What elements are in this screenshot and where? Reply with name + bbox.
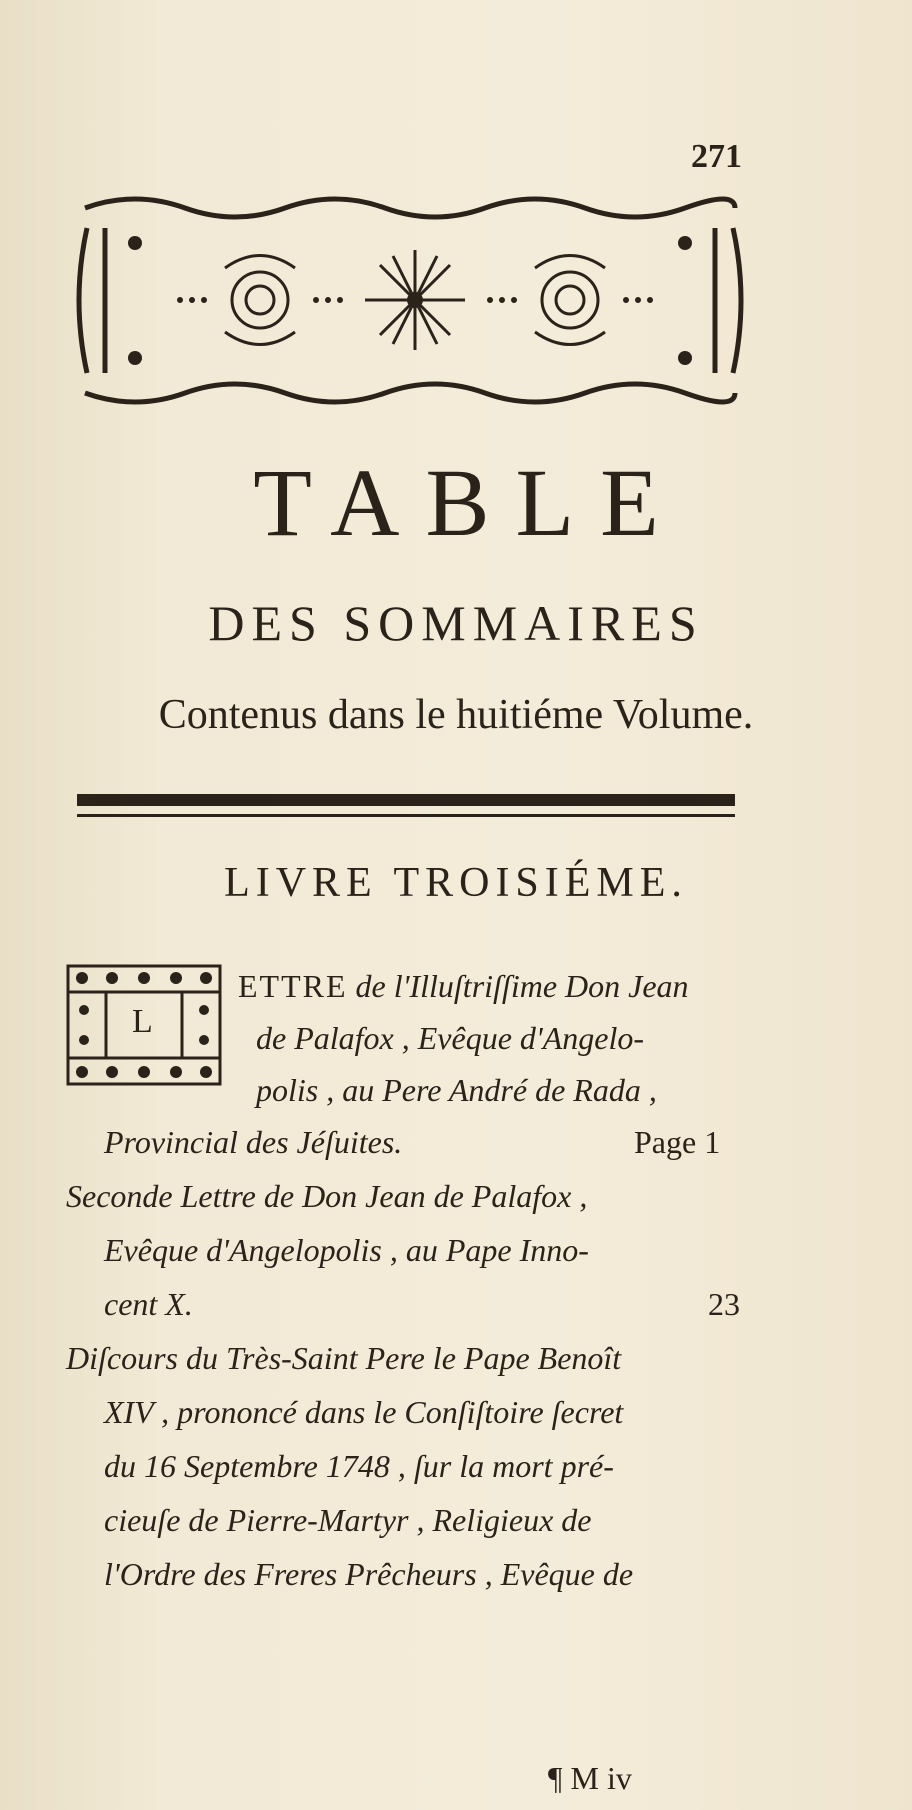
page-subtitle: DES SOMMAIRES: [208, 595, 704, 651]
entry-2-line-3: cent X.: [104, 1286, 193, 1322]
entry-3-line-1: Diſcours du Très-Saint Pere le Pape Benoît: [66, 1340, 622, 1376]
entry-3-line-2: XIV , prononcé dans le Conſiſtoire ſecret: [104, 1394, 624, 1430]
page-title: TABLE: [253, 449, 685, 556]
entry-1-first-word: ETTRE: [238, 968, 348, 1004]
thin-rule: [77, 814, 735, 817]
entry-3-line-5: l'Ordre des Freres Prêcheurs , Evêque de: [104, 1556, 634, 1592]
thick-rule: [77, 794, 735, 806]
entry-3-line-3: du 16 Septembre 1748 , ſur la mort pré-: [104, 1448, 614, 1484]
entry-1-page: Page 1: [634, 1124, 721, 1160]
ornamental-headpiece: [75, 188, 745, 418]
dropcap-letter: L: [132, 1003, 153, 1040]
entry-1-line-3: polis , au Pere André de Rada ,: [256, 1072, 657, 1108]
entry-1-line-4: Provincial des Jéſuites.: [104, 1124, 403, 1160]
entry-2-line-2: Evêque d'Angelopolis , au Pape Inno-: [104, 1232, 589, 1268]
entry-1-line-2: de Palafox , Evêque d'Angelo-: [256, 1020, 645, 1056]
signature-mark: ¶ M iv: [548, 1760, 632, 1796]
entry-1-line-1: [238, 970, 689, 1002]
entry-3-line-4: cieuſe de Pierre-Martyr , Religieux de: [104, 1502, 592, 1538]
volume-caption: Contenus dans le huitiéme Volume.: [158, 692, 754, 738]
entry-2-page: 23: [708, 1286, 740, 1322]
page-number: 271: [691, 138, 742, 175]
entry-2-line-1: Seconde Lettre de Don Jean de Palafox ,: [66, 1178, 588, 1214]
book-heading: LIVRE TROISIÉME.: [224, 860, 688, 906]
entry-1-line-1-rest: de l'Illuſtriſſime Don Jean: [347, 968, 689, 1004]
